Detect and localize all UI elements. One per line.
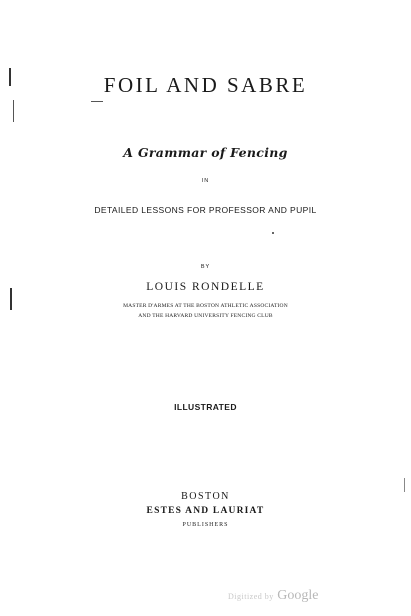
- book-description: DETAILED LESSONS FOR PROFESSOR AND PUPIL: [94, 205, 317, 215]
- scan-mark-title-dash: [91, 101, 103, 102]
- author-affiliation-line-1: MASTER D'ARMES AT THE BOSTON ATHLETIC ASSOCIATION: [123, 303, 288, 309]
- digitized-watermark: [228, 588, 319, 604]
- scan-mark-mid-left: [10, 288, 12, 310]
- publishers-label: PUBLISHERS: [182, 522, 229, 528]
- book-subtitle: A Grammar of Fencing: [123, 145, 288, 160]
- publisher-name: ESTES AND LAURIAT: [146, 506, 265, 516]
- watermark-brand: Google: [277, 588, 319, 603]
- scan-mark-right: [404, 478, 405, 492]
- author-affiliation-line-2: AND THE HARVARD UNIVERSITY FENCING CLUB: [138, 313, 273, 319]
- scan-dot: [272, 232, 274, 234]
- by-connector: BY: [200, 264, 211, 270]
- illustrated-label: ILLUSTRATED: [174, 402, 237, 412]
- in-connector: IN: [201, 178, 210, 184]
- author-name: LOUIS RONDELLE: [146, 281, 265, 293]
- scan-mark-top-left-2: [13, 100, 14, 122]
- scan-mark-top-left: [9, 68, 11, 86]
- watermark-prefix: Digitized by: [228, 592, 274, 601]
- book-title: FOIL AND SABRE: [103, 73, 308, 97]
- publication-city: BOSTON: [181, 491, 230, 502]
